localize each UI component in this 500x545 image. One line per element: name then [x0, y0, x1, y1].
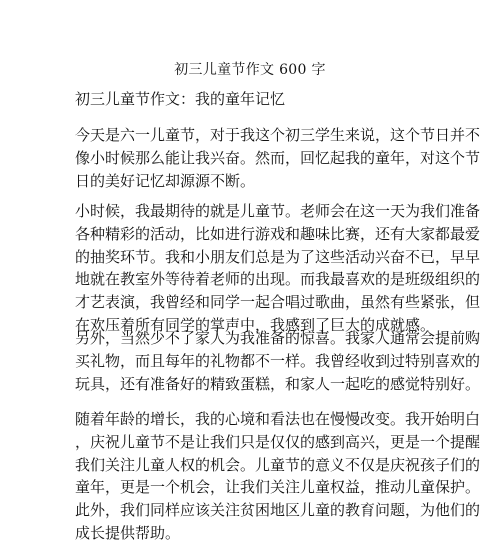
text-line: 在欢压着所有同学的掌声中，我感到了巨大的成就感。 — [75, 315, 436, 334]
text-line: 玩具，还有准备好的精致蛋糕，和家人一起吃的感觉特别好。 — [75, 374, 481, 393]
paragraph — [75, 327, 481, 395]
text-line: 地就在教室外等待着老师的出现。而我最喜欢的是班级组织的 — [75, 270, 481, 289]
text-line: 此外，我们同样应该关注贫困地区儿童的教育问题，为他们的 — [75, 501, 481, 520]
text-line: 日的美好记忆却源源不断。 — [75, 171, 256, 190]
text-line: 小时候，我最期待的就是儿童节。老师会在这一天为我们准备 — [75, 202, 481, 220]
text-line: 随着年龄的增长，我的心境和看法也在慢慢改变。我开始明白 — [75, 410, 481, 428]
text-line: 另外，当然少不了家人为我准备的惊喜。我家人通常会提前购 — [75, 329, 481, 347]
text-line: 成长提供帮助。 — [75, 523, 181, 542]
paragraph — [75, 200, 481, 337]
text-line: 童年，更是一个机会，让我们关注儿童权益，推动儿童保护。 — [75, 478, 481, 497]
document-title: 初三儿童节作文 600 字 — [174, 62, 326, 78]
text-line: 买礼物，而且每年的礼物都不一样。我曾经收到过特别喜欢的 — [75, 351, 481, 370]
text-line: 各种精彩的活动，比如进行游戏和趣味比赛，还有大家都最爱 — [75, 224, 481, 243]
paragraph — [75, 408, 481, 545]
text-line: 的抽奖环节。我和小朋友们总是为了这些活动兴奋不已，早早 — [75, 247, 481, 266]
text-line: 我们关注儿童人权的机会。儿童节的意义不仅是庆祝孩子们的 — [75, 455, 481, 474]
text-line: 才艺表演，我曾经和同学一起合唱过歌曲，虽然有些紧张，但 — [75, 293, 481, 312]
text-line: 今天是六一儿童节，对于我这个初三学生来说，这个节日并不 — [75, 126, 481, 144]
essay-subtitle: 初三儿童节作文：我的童年记忆 — [75, 90, 286, 108]
text-line: ，庆祝儿童节不是让我们只是仅仅的感到高兴，更是一个提醒 — [75, 432, 481, 451]
text-line: 像小时候那么能让我兴奋。然而，回忆起我的童年，对这个节 — [75, 148, 481, 167]
paragraph — [75, 124, 481, 192]
